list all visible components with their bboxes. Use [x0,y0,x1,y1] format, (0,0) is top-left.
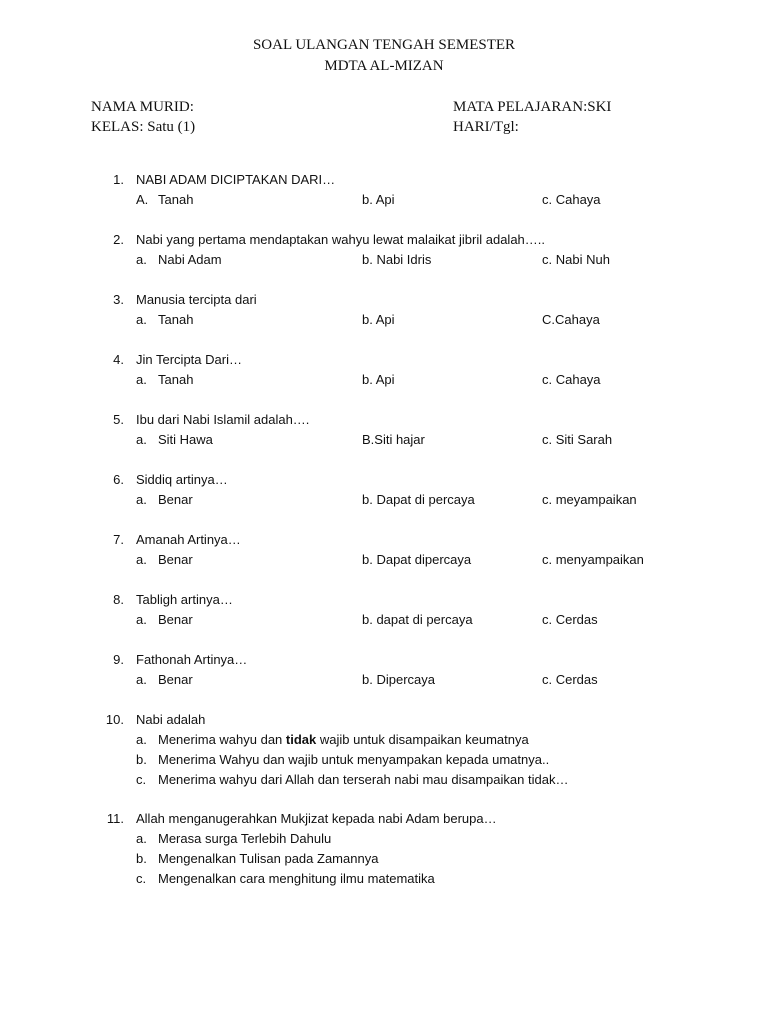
option-letter: b. [136,851,147,866]
option-c: c. menyampaikan [542,552,644,567]
option-a: Tanah [158,192,194,207]
option-letter: a. [136,252,147,267]
question-text: Amanah Artinya… [136,532,241,547]
emphasis-word: tidak [285,732,317,747]
option-letter: a. [136,312,147,327]
question-number: 2. [113,232,124,247]
option-b: b. Nabi Idris [362,252,432,267]
option-letter: b. [136,752,147,767]
question-number: 9. [113,652,124,667]
option-a: Benar [158,552,193,567]
option-a: Tanah [158,312,194,327]
school-name: MDTA AL-MIZAN [324,58,444,74]
question-number: 6. [113,472,124,487]
option-b: Menerima Wahyu dan wajib untuk menyampakan kepada umatnya.. [158,752,550,767]
subject-label: MATA PELAJARAN:SKI [453,99,612,115]
option-letter: a. [136,831,147,846]
option-letter: a. [136,612,147,627]
option-letter: c. [136,772,147,787]
day-date-label: HARI/Tgl: [453,119,519,135]
option-b: b. Api [362,312,395,327]
option-b: b. Dapat di percaya [362,492,475,507]
option-letter: a. [136,732,147,747]
exam-title: SOAL ULANGAN TENGAH SEMESTER [252,37,516,53]
option-a: Nabi Adam [158,252,222,267]
option-a: Benar [158,612,193,627]
question-text: Nabi yang pertama mendaptakan wahyu lewat malaikat jibril adalah….. [136,232,545,247]
option-a: Menerima wahyu dan tidak wajib untuk disampaikan keumatnya [158,732,529,747]
question-number: 8. [113,592,124,607]
option-c: c. Cahaya [542,372,601,387]
question-number: 11. [106,811,124,826]
question-text: Nabi adalah [136,712,206,727]
class-label: KELAS: Satu (1) [91,119,196,135]
student-name-label: NAMA MURID: [91,99,194,115]
question-text: Tabligh artinya… [136,592,233,607]
option-c: c. Cerdas [542,672,598,687]
option-c: C.Cahaya [542,312,600,327]
option-b: Mengenalkan Tulisan pada Zamannya [158,851,379,866]
option-b: b. dapat di percaya [362,612,473,627]
option-c: c. Cahaya [542,192,601,207]
question-text: Jin Tercipta Dari… [136,352,242,367]
option-b: b. Api [362,192,395,207]
option-letter: A. [136,192,149,207]
question-text: Fathonah Artinya… [136,652,248,667]
option-a: Benar [158,672,193,687]
option-c: Mengenalkan cara menghitung ilmu matematika [158,871,435,886]
option-letter: a. [136,672,147,687]
option-a: Tanah [158,372,194,387]
question-text: Manusia tercipta dari [136,292,257,307]
question-number: 3. [113,292,124,307]
option-letter: a. [136,552,147,567]
question-text: NABI ADAM DICIPTAKAN DARI… [136,172,336,187]
option-c: Menerima wahyu dari Allah dan terserah nabi mau disampaikan tidak… [158,772,569,787]
option-letter: a. [136,432,147,447]
option-b: B.Siti hajar [362,432,425,447]
question-text: Allah menganugerahkan Mukjizat kepada nabi Adam berupa… [136,811,497,826]
question-text: Siddiq artinya… [136,472,228,487]
question-text: Ibu dari Nabi Islamil adalah…. [136,412,310,427]
option-b: b. Api [362,372,395,387]
question-number: 5. [113,412,124,427]
option-a: Benar [158,492,193,507]
option-letter: a. [136,492,147,507]
option-c: c. Siti Sarah [542,432,613,447]
question-number: 4. [113,352,124,367]
option-c: c. Cerdas [542,612,598,627]
option-a: Siti Hawa [158,432,213,447]
option-b: b. Dapat dipercaya [362,552,472,567]
option-a: Merasa surga Terlebih Dahulu [158,831,332,846]
question-number: 7. [113,532,124,547]
option-c: c. Nabi Nuh [542,252,610,267]
option-letter: c. [136,871,147,886]
option-c: c. meyampaikan [542,492,637,507]
question-number: 10. [105,712,124,727]
option-letter: a. [136,372,147,387]
question-number: 1. [113,172,124,187]
option-b: b. Dipercaya [362,672,435,687]
